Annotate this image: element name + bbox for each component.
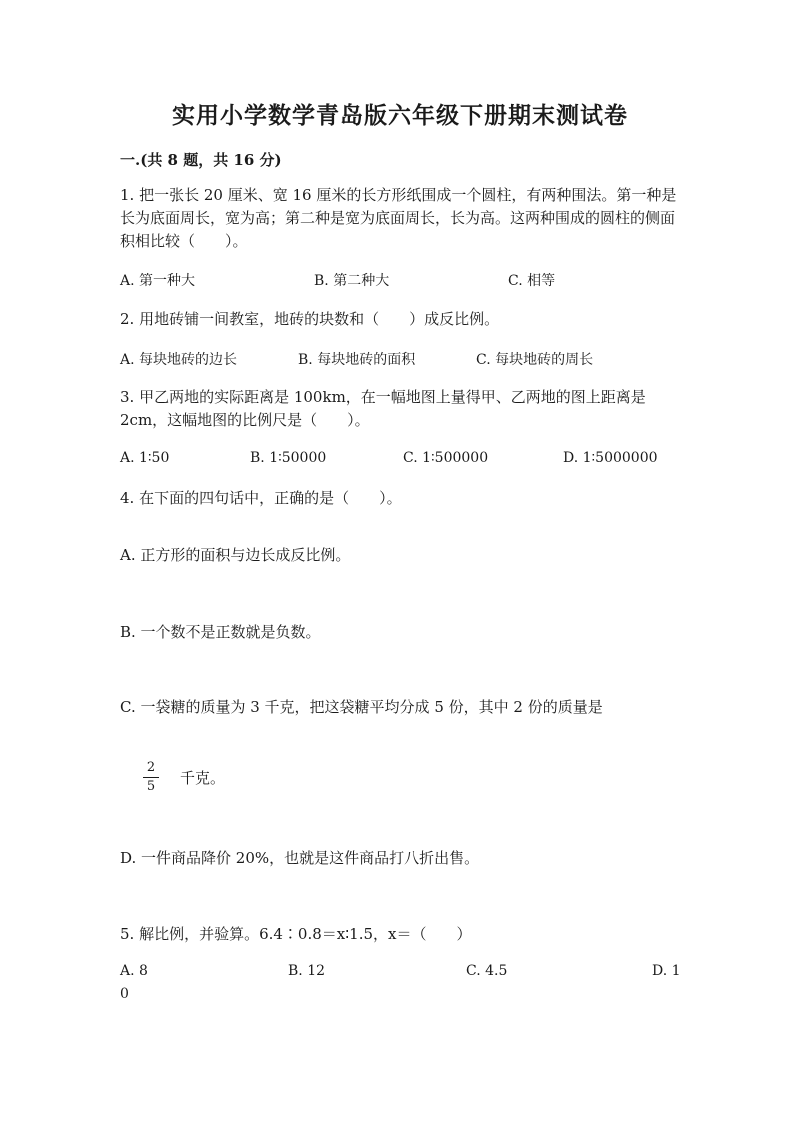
question-5-option-a: A. 8 xyxy=(120,963,148,979)
question-4-statement-c: C. 一袋糖的质量为 3 千克，把这袋糖平均分成 5 份，其中 2 份的质量是 xyxy=(120,698,603,716)
question-2-option-c: C. 每块地砖的周长 xyxy=(476,352,594,368)
question-1-stem: 1. 把一张长 20 厘米、宽 16 厘米的长方形纸围成一个圆柱，有两种围法。第一种是长为底面周长，宽为高；第二种是宽为底面周长，长为高。这两种围成的圆柱的侧面积相比较（ ）。 xyxy=(120,186,677,250)
question-2-option-b: B. 每块地砖的面积 xyxy=(298,352,416,368)
question-5-option-d-wrap: 0 xyxy=(120,986,129,1002)
question-3-option-c: C. 1∶500000 xyxy=(403,450,489,466)
question-4-statement-d: D. 一件商品降价 20%，也就是这件商品打八折出售。 xyxy=(120,849,480,867)
question-5-option-d: D. 1 xyxy=(652,963,681,979)
question-2-option-a: A. 每块地砖的边长 xyxy=(120,352,238,368)
question-1-option-c: C. 相等 xyxy=(508,273,556,289)
question-2-stem: 2. 用地砖铺一间教室，地砖的块数和（ ）成反比例。 xyxy=(120,310,500,328)
question-4-statement-a: A. 正方形的面积与边长成反比例。 xyxy=(120,546,351,564)
fraction-numerator: 2 xyxy=(146,760,156,775)
question-4-statement-b: B. 一个数不是正数就是负数。 xyxy=(120,623,321,641)
question-3-option-a: A. 1∶50 xyxy=(120,450,170,466)
section-heading: 一.(共 8 题，共 16 分) xyxy=(120,151,282,169)
question-3-option-d: D. 1∶5000000 xyxy=(563,450,658,466)
question-3-stem: 3. 甲乙两地的实际距离是 100km，在一幅地图上量得甲、乙两地的图上距离是 2cm，这幅地图的比例尺是（ ）。 xyxy=(120,388,646,429)
exam-title: 实用小学数学青岛版六年级下册期末测试卷 xyxy=(172,102,628,129)
question-5-option-c: C. 4.5 xyxy=(466,963,508,979)
question-1-option-b: B. 第二种大 xyxy=(314,273,390,289)
question-5-stem: 5. 解比例，并验算。6.4∶0.8＝x∶1.5，x＝（ ） xyxy=(120,925,472,943)
fraction-two-fifths xyxy=(143,760,159,795)
question-5-option-b: B. 12 xyxy=(288,963,326,979)
question-1-option-a: A. 第一种大 xyxy=(120,273,196,289)
question-4-stem: 4. 在下面的四句话中，正确的是（ ）。 xyxy=(120,489,402,507)
fraction-unit: 千克。 xyxy=(180,769,226,787)
fraction-denominator: 5 xyxy=(146,779,156,794)
question-3-option-b: B. 1∶50000 xyxy=(250,450,327,466)
fraction-bar xyxy=(143,777,159,778)
